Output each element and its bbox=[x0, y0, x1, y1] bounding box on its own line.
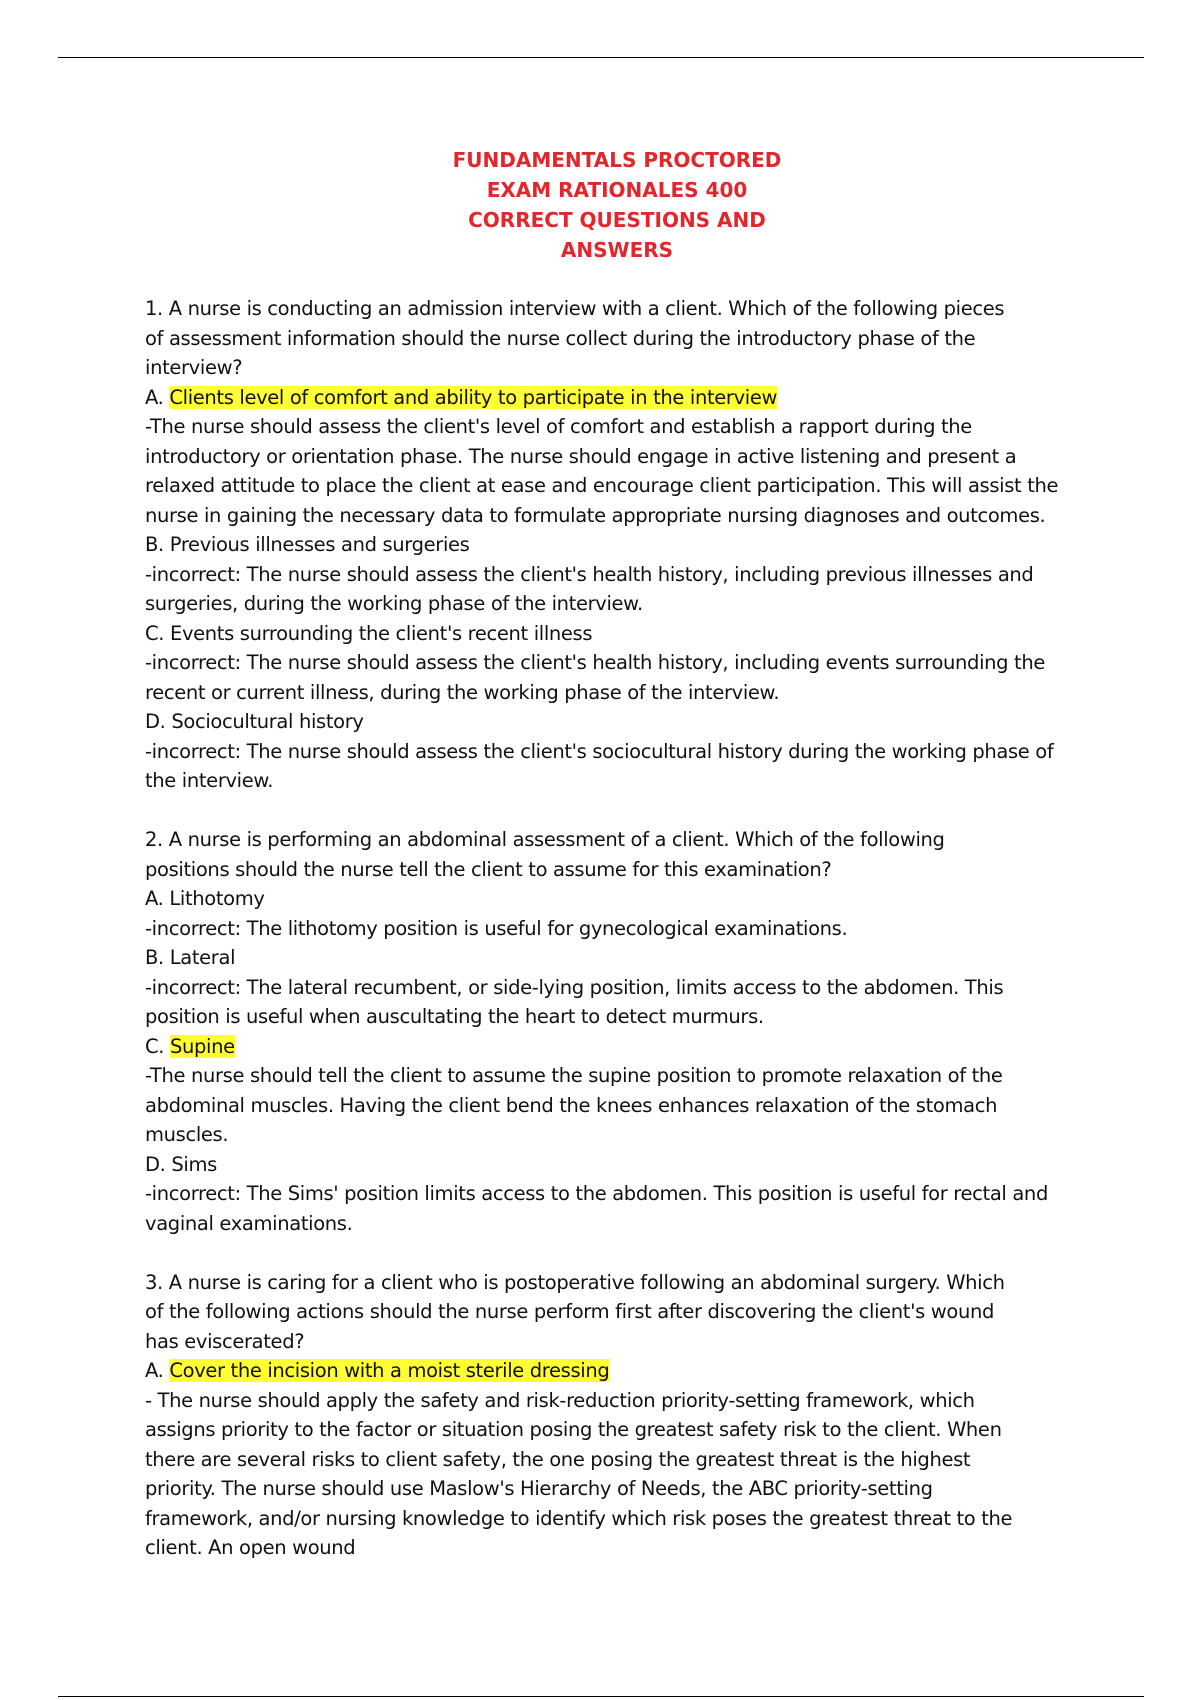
question-stem-line: has eviscerated? bbox=[145, 1329, 305, 1353]
question-stem-line: of the following actions should the nurse perform first after discovering the client's wound bbox=[145, 1300, 994, 1323]
rationale-line: client. An open wound bbox=[145, 1536, 356, 1559]
option-letter: C. bbox=[145, 621, 165, 645]
question-1 bbox=[145, 294, 1100, 796]
option-letter: D. bbox=[145, 1152, 166, 1176]
question-stem-line: of assessment information should the nurse collect during the introductory phase of the bbox=[145, 326, 976, 350]
option-letter: D. bbox=[145, 710, 166, 733]
rationale-line: relaxed attitude to place the client at ease and encourage client participation. This will assist the bbox=[145, 474, 1059, 497]
answer-option-correct bbox=[145, 1356, 1100, 1386]
rationale-line: introductory or orientation phase. The nurse should engage in active listening and present a bbox=[145, 444, 1017, 468]
option-letter: A. bbox=[145, 385, 164, 409]
answer-option-correct bbox=[145, 383, 1100, 413]
question-stem-line: 2. A nurse is performing an abdominal assessment of a client. Which of the following bbox=[145, 828, 945, 851]
rationale-line: framework, and/or nursing knowledge to identify which risk poses the greatest threat to the bbox=[145, 1506, 1013, 1530]
correct-answer-highlight: Clients level of comfort and ability to participate in the interview bbox=[169, 385, 778, 409]
rationale-line: -The nurse should tell the client to assume the supine position to promote relaxation of the bbox=[145, 1064, 1003, 1087]
title-line: EXAM RATIONALES 400 bbox=[486, 178, 748, 202]
rationale-line: muscles. bbox=[145, 1123, 229, 1146]
rationale-line: -incorrect: The nurse should assess the client's sociocultural history during the working phase of bbox=[145, 739, 1054, 763]
option-text: Lithotomy bbox=[169, 887, 265, 910]
rationale-line: -incorrect: The nurse should assess the client's health history, including events surrounding the bbox=[145, 651, 1045, 674]
rationale-line: assigns priority to the factor or situation posing the greatest safety risk to the client. When bbox=[145, 1418, 1002, 1441]
title-line: FUNDAMENTALS PROCTORED bbox=[452, 148, 782, 172]
rationale-line: surgeries, during the working phase of the interview. bbox=[145, 592, 643, 615]
rationale-line: there are several risks to client safety, the one posing the greatest threat is the highest bbox=[145, 1447, 971, 1471]
rationale-line: -incorrect: The lateral recumbent, or side-lying position, limits access to the abdomen. This bbox=[145, 975, 1004, 999]
answer-option bbox=[145, 884, 1100, 914]
rationale-line: -The nurse should assess the client's level of comfort and establish a rapport during the bbox=[145, 415, 972, 438]
rationale-line: abdominal muscles. Having the client bend the knees enhances relaxation of the stomach bbox=[145, 1093, 998, 1117]
option-letter: A. bbox=[145, 887, 164, 910]
question-stem-line: positions should the nurse tell the client to assume for this examination? bbox=[145, 857, 832, 881]
option-text: Sims bbox=[171, 1152, 217, 1176]
rationale-line: -incorrect: The Sims' position limits access to the abdomen. This position is useful for rectal and bbox=[145, 1182, 1048, 1205]
title-line: ANSWERS bbox=[560, 238, 674, 262]
rationale-line: vaginal examinations. bbox=[145, 1211, 353, 1235]
answer-option bbox=[145, 943, 1100, 973]
rationale-line: recent or current illness, during the working phase of the interview. bbox=[145, 680, 780, 704]
option-text: Previous illnesses and surgeries bbox=[169, 533, 470, 556]
rationale-line: - The nurse should apply the safety and risk-reduction priority-setting framework, which bbox=[145, 1388, 975, 1412]
rationale-line: -incorrect: The nurse should assess the client's health history, including previous illnesses and bbox=[145, 562, 1034, 586]
option-letter: A. bbox=[145, 1359, 164, 1382]
rationale-line: the interview. bbox=[145, 769, 274, 792]
document-body bbox=[145, 294, 1100, 1592]
question-stem-line: 1. A nurse is conducting an admission interview with a client. Which of the following pieces bbox=[145, 297, 1005, 320]
rationale-line: priority. The nurse should use Maslow's Hierarchy of Needs, the ABC priority-setting bbox=[145, 1477, 933, 1500]
question-2 bbox=[145, 825, 1100, 1238]
question-stem-line: 3. A nurse is caring for a client who is postoperative following an abdominal surgery. Which bbox=[145, 1270, 1005, 1294]
correct-answer-highlight: Supine bbox=[169, 1034, 235, 1058]
option-letter: C. bbox=[145, 1034, 165, 1058]
correct-answer-highlight: Cover the incision with a moist sterile dressing bbox=[169, 1359, 610, 1382]
option-text: Lateral bbox=[169, 946, 236, 969]
option-text: Sociocultural history bbox=[171, 710, 364, 733]
bottom-rule bbox=[58, 1696, 1144, 1697]
answer-option-correct bbox=[145, 1032, 1100, 1062]
answer-option bbox=[145, 1150, 1100, 1180]
option-text: Events surrounding the client's recent illness bbox=[169, 621, 593, 645]
document-title bbox=[0, 145, 1200, 265]
answer-option bbox=[145, 707, 1100, 737]
question-3 bbox=[145, 1268, 1100, 1563]
option-letter: B. bbox=[145, 946, 164, 969]
title-line: CORRECT QUESTIONS AND bbox=[468, 208, 766, 232]
top-rule bbox=[58, 57, 1144, 58]
answer-option bbox=[145, 530, 1100, 560]
rationale-line: -incorrect: The lithotomy position is useful for gynecological examinations. bbox=[145, 916, 848, 940]
question-stem-line: interview? bbox=[145, 356, 243, 379]
option-letter: B. bbox=[145, 533, 164, 556]
rationale-line: position is useful when auscultating the heart to detect murmurs. bbox=[145, 1005, 764, 1028]
answer-option bbox=[145, 619, 1100, 649]
rationale-line: nurse in gaining the necessary data to formulate appropriate nursing diagnoses and outcomes. bbox=[145, 503, 1046, 527]
